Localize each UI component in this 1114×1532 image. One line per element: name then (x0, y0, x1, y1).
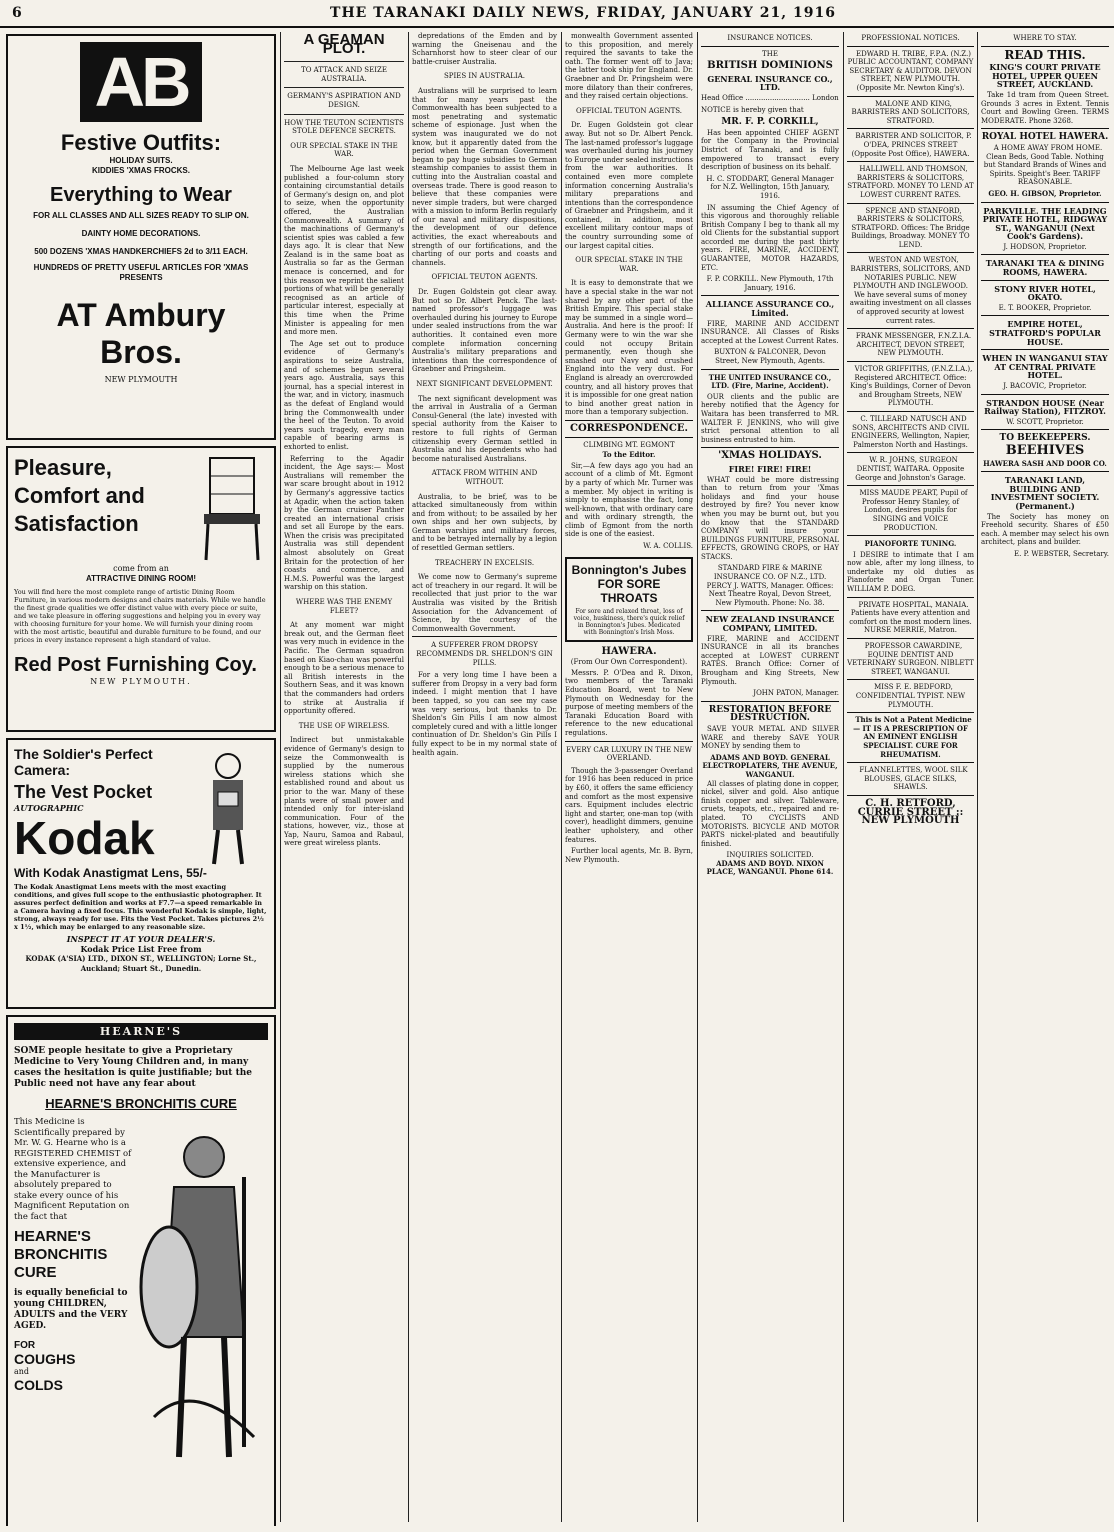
bonningtons-title: Bonnington's Jubes FOR SORE THROATS (571, 562, 687, 605)
ads-column (6, 34, 276, 1526)
where-to-stay-header: WHERE TO STAY. (1013, 34, 1077, 42)
article-deck: HOW THE TEUTON SCIENTISTS STOLE DEFENCE SECRETS. (284, 118, 404, 136)
hearne-name: HEARNE'S BRONCHITIS CURE (45, 1096, 237, 1111)
article-paragraph: The next significant development was the arrival in Australia of a German Consul-General (the late) invested with special authority from the Kaiser to restore to full rights of German citizenship every German settled in Australia and his dependents who had become naturalised Australians. (412, 394, 557, 463)
professional-column (847, 32, 974, 1522)
insurance-header: INSURANCE NOTICES. (727, 34, 813, 42)
ad-title: Everything to Wear (50, 184, 232, 206)
ad-line: KODAK (A'SIA) LTD., DIXON ST., WELLINGTON; Lorne St., Auckland; Stuart St., Dunedin. (25, 954, 257, 973)
section-heading: OFFICIAL TEUTON AGENTS. (431, 273, 538, 282)
professional-notice: C. TILLEARD NATUSCH AND SONS, ARCHITECTS AND CIVIL ENGINEERS, Wellington, Napier, Palmerston North and Hastings. (851, 414, 970, 449)
ad-title: Festive Outfits: (60, 130, 222, 155)
bonningtons-ad (565, 557, 693, 642)
notice-sign: E. P. WEBSTER, Secretary. (1014, 549, 1109, 558)
professional-notice: MISS MAUDE PEART, Pupil of Professor Henry Stanley, of London, desires pupils for SINGING and VOICE PRODUCTION. (859, 489, 968, 532)
article-paragraph: The Age set out to produce evidence of Germany's aspirations to seize Australia, and of schemes begun several years ago. Australia, says this journal, has a special interest in the war, and in victory, inasmuch as the defeat of England would bring the Commonwealth under the heel of the Teuton. To avoid years such tragedy, every man capable of bearing arms is exhorted to enlist. (284, 339, 404, 451)
ambury-name: AT Ambury Bros. (56, 297, 226, 370)
section-heading: THE USE OF WIRELESS. (298, 721, 390, 730)
article-deck: GERMANY'S ASPIRATION AND DESIGN. (287, 92, 401, 109)
kodak-auto: AUTOGRAPHIC (14, 803, 84, 813)
section-heading: SPIES IN AUSTRALIA. (444, 72, 525, 81)
professional-notice: PRIVATE HOSPITAL, MANAIA. Patients have every attention and comfort on the most modern lines. NURSE MERRIE, Matron. (849, 600, 972, 635)
article-deck: TO ATTACK AND SEIZE AUSTRALIA. (301, 66, 387, 83)
article-paragraph: Referring to the Agadir incident, the Age says:— Most Australians will remember the war scare brought about in 1912 by Germany's aggressive tactics at Agadir, when the action taken by the German cruiser Panther created an international crisis and set all Europe by the ears. When the crisis was precipitated Australia was still dependent almost absolutely on Great Britain for the protection of her coasts and commerce, and H.M.S. Powerful was the largest warship on this station. (284, 454, 404, 592)
ad-town: NEW PLYMOUTH (104, 375, 178, 384)
correspondence-subhead: CLIMBING MT. EGMONT (583, 440, 675, 449)
notice-heading: C. H. RETFORD, CURRIE STREET :: NEW PLYMOUTH (857, 797, 964, 827)
article-column (412, 32, 557, 1522)
hearne-cure: BRONCHITIS (14, 1246, 108, 1263)
notice-body: IN assuming the Chief Agency of this vigorous and thoroughly reliable British Company I beg to thank all my old Clients for the substantial support accorded me during the past thirty years. FIRE, MARINE, ACCIDENT, GUARANTEE, MOTOR HAZARDS, ETC. (701, 203, 839, 272)
red-post-headline: Pleasure, Comfort and Satisfaction (14, 455, 145, 536)
hearne-colds: COLDS (14, 1377, 63, 1393)
article-paragraph: monwealth Government assented to this proposition, and merely required the savants to take the oath. The former went off to Java; the latter took ship for England. Dr. Graebner and Dr. Pringsheim were more dilatory than their confreres, and they raised certain objections. (565, 32, 693, 101)
company-name: BRITISH DOMINIONS (707, 60, 833, 72)
section-heading: OFFICIAL TEUTON AGENTS. (575, 106, 683, 115)
article-paragraph: At any moment war might break out, and the German fleet was very much in evidence in the Pacific. The German squadron based on Kiao-chau was powerful enough to be a serious menace to all British interests in the Southern Seas, and it was known that the commanders had orders to strike at Australia if opportunity offered. (284, 621, 404, 716)
professional-notice: PROFESSOR CAWARDINE, EQUINE DENTIST AND VETERINARY SURGEON. NIBLETT STREET, WANGANUI. (847, 642, 974, 676)
soldier-camera-illustration (188, 746, 268, 866)
article-column (565, 32, 693, 1522)
ad-line: INSPECT IT AT YOUR DEALER'S. (66, 934, 216, 944)
notice-sign: JOHN PATON, Manager. (753, 689, 839, 698)
professional-notice: W. R. JOHNS, SURGEON DENTIST, WAITARA. Opposite George and Johnston's Garage. (855, 456, 966, 482)
section-heading: HAWERA. (601, 645, 657, 657)
article-headline: A GEAMAN PLOT. (303, 32, 385, 57)
notice-sign: F. P. CORKILL. New Plymouth, 17th January, 1916. (706, 275, 834, 292)
company-name: ALLIANCE ASSURANCE CO., Limited. (705, 299, 835, 319)
page-number: 6 (12, 5, 23, 21)
hotel-name: KING'S COURT PRIVATE HOTEL, UPPER QUEEN STREET, AUCKLAND. (989, 62, 1101, 90)
correspondence-heading: CORRESPONDENCE. (569, 422, 688, 434)
hearne-banner: HEARNE'S (14, 1023, 268, 1040)
company-name: ADAMS AND BOYD. GENERAL ELECTROPLATERS, THE AVENUE, WANGANUI. (702, 752, 838, 779)
article-paragraph: Dr. Eugen Goldstein got clear away. But not so Dr. Albert Penck. The last-named professor's luggage was overhauled during his journey to Europe under sealed instructions from the war authorities. It contained even more complete information concerning Australia's military preparations and intentions than the correspondence of Graebner and Pringsheim. (412, 288, 557, 374)
ad-line: HUNDREDS OF PRETTY USEFUL ARTICLES FOR 'XMAS PRESENTS (33, 263, 249, 282)
knight-illustration (134, 1117, 264, 1477)
hearne-cure: HEARNE'S (14, 1228, 91, 1245)
section-heading: TREACHERY IN EXCELSIS. (434, 558, 535, 567)
hotel-owner: E. T. BOOKER, Proprietor. (998, 303, 1092, 312)
professional-notice: VICTOR GRIFFITHS, (F.N.Z.I.A.), Registered ARCHITECT. Office: King's Buildings, Corner of Devon and Brougham Streets, NEW PLYMOUTH. (850, 365, 973, 408)
notice-sign: ADAMS AND BOYD. NIXON PLACE, WANGANUI. Phone 614. (706, 858, 834, 877)
notice-heading: READ THIS. (1004, 47, 1086, 62)
article-paragraph: It is easy to demonstrate that we have a special stake in the war not shared by any other part of the British Empire. This special stake may be summed in a single word—Australia. And here is the proof: If Germany were to win the war she could not occupy Britain permanently, even though she smashed our Navy and crushed England into the very dust. For England is already an overcrowded country, and all history proves that it is impossible for one great nation to bind another great nation in more than a temporary subjection. (565, 279, 693, 417)
article-paragraph: Indirect but unmistakable evidence of Germany's design to seize the Commonwealth is supplied by the numerous wireless stations which she established round and about us prior to the war. Many of these plants were of small power and intended only for inter-island communication. Four of the stations, however, viz., those at Yap, Nauru, Samoa and Rabaul, were great wireless plants. (284, 736, 404, 848)
professional-notice: FRANK MESSENGER, F.N.Z.I.A. ARCHITECT, DEVON STREET, NEW PLYMOUTH. (855, 332, 972, 358)
notice-subhead: FIRE! FIRE! FIRE! (728, 463, 812, 474)
notice-body: FIRE, MARINE and ACCIDENT INSURANCE in all its branches accepted at LOWEST CURRENT RATES. Branch Office: Corner of Brougham and King Streets, New Plymouth. (701, 634, 839, 686)
article-paragraph: Messrs. P. O'Dea and R. Dixon, two members of the Taranaki Education Board, went to New Plymouth on Wednesday for the purpose of meeting members of the Taranaki Education Board with reference to the new educational regulations. (565, 668, 693, 737)
professional-notice: FLANNELETTES, WOOL SILK BLOUSES, GLACE SILKS, SHAWLS. (859, 766, 968, 792)
column-rule (561, 32, 562, 1522)
hotel-name: ROYAL HOTEL HAWERA. (981, 132, 1109, 143)
ad-line: 500 DOZENS 'XMAS HANDKERCHIEFS 2d to 3/11 EACH. (34, 247, 248, 256)
ambury-ad (6, 34, 276, 440)
column-rule (697, 32, 698, 1522)
hotel-name: WHEN IN WANGANUI STAY AT CENTRAL PRIVATE HOTEL. (982, 353, 1108, 381)
ad-line: FOR ALL CLASSES AND ALL SIZES READY TO SLIP ON. (33, 211, 249, 220)
professional-notice: WESTON AND WESTON, BARRISTERS, SOLICITORS, AND NOTARIES PUBLIC. NEW PLYMOUTH AND INGLEWOOD. We have several sums of money awaiting investment on all classes of approved security at lowest current rates. (849, 256, 972, 325)
kodak-lens: With Kodak Anastigmat Lens, 55/- (14, 866, 207, 880)
ad-town: NEW PLYMOUTH. (90, 677, 192, 686)
section-heading: OUR SPECIAL STAKE IN THE WAR. (290, 141, 398, 159)
professional-notice: MALONE AND KING, BARRISTERS AND SOLICITORS, STRATFORD. (851, 99, 970, 125)
company-name: TARANAKI LAND, BUILDING AND INVESTMENT SOCIETY. (Permanent.) (990, 475, 1100, 511)
professional-notice: SPENCE AND STANFORD, BARRISTERS & SOLICITORS, STRATFORD. Offices: The Bridge Buildings, Broadway. MONEY TO LEND. (851, 206, 970, 249)
professional-notice: EDWARD H. TRIBE, F.P.A. (N.Z.) PUBLIC ACCOUNTANT, COMPANY SECRETARY & AUDITOR. DEVON STREET, NEW PLYMOUTH. (Opposite Mr. Newton King's). (847, 49, 974, 92)
notice-body: All classes of plating done in copper, nickel, silver and gold. Also antique finish copper and silver. Tableware, cruets, teapots, etc., repaired and re-plated. TO CYCLISTS AND MOTORISTS. BICYCLE AND MOTOR PARTS nickel-plated and beautifully finished. (701, 779, 839, 848)
article-paragraph: Though the 3-passenger Overland for 1916 has been reduced in price by £60, it offers the same efficiency and comfort as the most expensive cars. Equipment includes electric light and starter, one-man top (with cover), headlight dimmers, genuine leather upholstery, and other features. (565, 766, 693, 844)
notice-line: THE (762, 49, 778, 58)
section-subhead: (From Our Own Correspondent). (570, 658, 688, 667)
hearne-coughs: COUGHS (14, 1351, 76, 1367)
article-paragraph: We come now to Germany's supreme act of treachery in our regard. It will be recollected that just prior to the war Australia was visited by the British Association for the Advancement of Science, by the courtesy of the Commonwealth Government. (412, 573, 557, 633)
hotel-owner: GEO. H. GIBSON, Proprietor. (988, 188, 1102, 198)
hearne-and: and (14, 1367, 30, 1376)
hearne-body: This Medicine is Scientifically prepared by Mr. W. G. Hearne who is a REGISTERED CHEMIST of extensive experience, and the Manufacturer is absolutely prepared to stake every ounce of his Magnificent Reputation on the fact that (14, 1117, 132, 1222)
section-heading: NEXT SIGNIFICANT DEVELOPMENT. (416, 379, 553, 388)
notice-body: The Society has money on Freehold security. Shares of £50 each. A member may select his own architect, plans and builder. (981, 512, 1109, 547)
hotel-name: EMPIRE HOTEL, STRATFORD'S POPULAR HOUSE. (989, 319, 1101, 347)
notice-sign: H. C. STODDART, General Manager for N.Z. Wellington, 15th January, 1916. (706, 174, 834, 200)
hearne-intro: SOME people hesitate to give a Proprietary Medicine to Very Young Children and, in many cases the hesitation is quite justifiable; but the Public need not have any fear about (14, 1046, 253, 1089)
column-rule (408, 32, 409, 1522)
notice-body: SAVE YOUR METAL AND SILVER WARE and thereby SAVE YOUR MONEY by sending them to (701, 724, 839, 751)
hotel-body: Take 1d tram from Queen Street. Grounds 3 acres in Extent. Tennis Court and Bowling Green. TERMS MODERATE. Phone 3268. (981, 90, 1109, 125)
article-paragraph: Dr. Eugen Goldstein got clear away. But not so Dr. Albert Penck. The last-named professor's luggage was overhauled during his journey to Europe under sealed instructions from the war authorities. It contained even more complete information concerning Australia's military preparations and intentions than the correspondence of Graebner and Pringsheim, and it contained, in addition, most excellent military contour maps of the country surrounding some of our largest capital cities. (565, 121, 693, 250)
article-column (284, 32, 404, 1522)
notice-body: OUR clients and the public are hereby notified that the Agency for Waitara has been transferred to MR. WALTER F. JENKINS, who will give strict personal attention to all business entrusted to him. (701, 392, 839, 444)
professional-notice: This is Not a Patent Medicine— IT IS A PRESCRIPTION OF AN EMINENT ENGLISH SPECIALIST. CURE FOR RHEUMATISM. (853, 715, 972, 759)
article-paragraph: Australians will be surprised to learn that for many years past the Commonwealth has been subjected to a most penetrating and systematic scheme of espionage. Just when the system was inaugurated we do not know, but it apparently dated from the period when the German Government began to pay huge subsidies to German steamship companies to assist them in cutting into the Australian coastal and overseas trade. There is good reason to believe that these companies were never simple traders, but were charged with a mission to inform Berlin regularly of our naval and military dispositions, the development of our defence activities, the exact whereabouts and strength of our fortifications, and the charting of our ports and coasts and channels. (412, 86, 557, 267)
hotel-name: STRANDON HOUSE (Near Railway Station), FITZROY. (984, 397, 1106, 417)
ad-line: KIDDIES 'XMAS FROCKS. (92, 166, 190, 175)
hotel-body: A HOME AWAY FROM HOME. Clean Beds, Good Table. Nothing but Standard Brands of Wines and Spirits. Speight's Beer. TARIFF REASONABLE. (983, 143, 1107, 187)
section-heading: ATTACK FROM WITHIN AND WITHOUT. (431, 469, 538, 486)
chair-illustration (198, 454, 268, 564)
professional-header: PROFESSIONAL NOTICES. (861, 34, 960, 42)
agent-name: MR. F. P. CORKILL, (721, 117, 819, 128)
notice-heading: TO BEEKEEPERS. (999, 433, 1091, 444)
article-paragraph: Sir,—A few days ago you had an account of a climb of Mt. Egmont by a party of which Mr. Turner was a member. My object in writing is simply to emphasise the fact, long well-known, that with ordinary care and with ordinary strength, the climb of Egmont from the north side is one of the easiest. (565, 461, 693, 539)
hotel-name: PARKVILLE. THE LEADING PRIVATE HOTEL, RIDGWAY ST., WANGANUI (Next Cook's Gardens). (982, 205, 1108, 242)
hotel-name: TARANAKI TEA & DINING ROOMS, HAWERA. (985, 258, 1105, 278)
ad-line: come from an (113, 564, 169, 573)
article-paragraph: Further local agents, Mr. B. Byrn, New Plymouth. (565, 847, 693, 864)
red-post-name: Red Post Furnishing Coy. (14, 654, 257, 676)
kodak-model: The Vest Pocket (14, 782, 153, 802)
kodak-kicker: The Soldier's Perfect Camera: (14, 746, 153, 778)
hearne-for: FOR (14, 1340, 36, 1351)
ad-paragraph: For a very long time I have been a sufferer from Dropsy in a very bad form indeed. I might mention that I have been tapped, so you can see my case was very serious, but thanks to Dr. Sheldon's Gin Pills I am now almost completely cured and with a little longer continuation of Dr. Sheldon's Gin Pills I fully expect to be in my normal state of health again. (412, 671, 557, 757)
red-post-ad (6, 446, 276, 732)
section-heading: OUR SPECIAL STAKE IN THE WAR. (575, 256, 683, 273)
insurance-column (701, 32, 839, 1522)
section-heading: WHERE WAS THE ENEMY FLEET? (295, 598, 393, 615)
ad-line: ATTRACTIVE DINING ROOM! (85, 574, 197, 583)
where-to-stay-column (981, 32, 1109, 1522)
notice-body: Has been appointed CHIEF AGENT for the Company in the Provincial District of Taranaki, and is fully empowered to transact every description of business on its behalf. (701, 128, 839, 172)
notice-heading: 'XMAS HOLIDAYS. (718, 450, 822, 462)
notice-body: FIRE, MARINE AND ACCIDENT INSURANCE. All Classes of Risks accepted at the Lowest Current Rates. (701, 319, 839, 345)
hotel-owner: W. SCOTT, Proprietor. (1006, 417, 1084, 426)
hearne-equal: is equally beneficial to young CHILDREN, ADULTS and the VERY AGED. (14, 1288, 128, 1331)
hotel-owner: J. HODSON, Proprietor. (1003, 242, 1087, 251)
notice-heading: PIANOFORTE TUNING. (864, 539, 957, 549)
company-name: NEW ZEALAND INSURANCE COMPANY, LIMITED. (705, 614, 835, 634)
hearne-cure: CURE (14, 1264, 57, 1281)
company-name: GENERAL INSURANCE CO., LTD. (707, 73, 833, 93)
professional-notice: BARRISTER AND SOLICITOR, P. O'DEA, PRINCES STREET (Opposite Post Office), HAWERA. (851, 132, 972, 158)
kodak-brand: Kodak (14, 812, 155, 864)
masthead (0, 0, 1114, 28)
notice-heading: BEEHIVES (1005, 442, 1085, 458)
professional-notice: MISS F. E. BEDFORD, CONFIDENTIAL TYPIST. NEW PLYMOUTH. (855, 683, 966, 709)
ad-heading: A SUFFERER FROM DROPSY RECOMMENDS DR. SHELDON'S GIN PILLS. (416, 641, 553, 667)
masthead-title: THE TARANAKI DAILY NEWS, FRIDAY, JANUARY 21, 1916 (330, 5, 836, 21)
notice-sign: BUXTON & FALCONER, Devon Street, New Plymouth, Agents. (714, 348, 826, 365)
ad-line: DAINTY HOME DECORATIONS. (81, 229, 201, 238)
hotel-name: STONY RIVER HOTEL, OKATO. (994, 283, 1096, 303)
notice-body: WHAT could be more distressing than to return from your 'Xmas holidays and find your house destroyed by fire? You never know when you may be burnt out, but you do know that the STANDARD COMPANY will insure your BUILDINGS FURNITURE, PERSONAL EFFECTS, GROWING CROPS, or HAY STACKS. (701, 475, 839, 561)
ad-line: HOLIDAY SUITS. (109, 156, 173, 165)
column-rule (280, 32, 281, 1522)
notice-line: INQUIRIES SOLICITED. (726, 851, 814, 860)
article-paragraph: Australia, to be brief, was to be attacked simultaneously from within and from without; to be assailed by her own ships and her own subjects, by German warships and military forces, and to be betrayed internally by a legion of resettled German settlers. (412, 492, 557, 553)
notice-line: NOTICE is hereby given that (701, 105, 804, 114)
ab-logo: AB (80, 42, 201, 122)
article-paragraph: The Melbourne Age last week published a four-column story containing circumstantial details of Germany's design on, and plot to seize, when the opportunity offered, the Australian Commonwealth. A summary of the machinations of Germany's scientist spies was cabled a few days ago. It is clear that New Zealand is in the same boat as Australia so far as the German menace is concerned, and for this reason we reprint the salient portions of what will be generally recognised as an article of particular interest, especially at this time when the Prime Minister is appealing for men and more men. (284, 164, 404, 337)
column-rule (843, 32, 844, 1522)
notice-sign: STANDARD FIRE & MARINE INSURANCE CO. OF N.Z., LTD. PERCY J. WATTS, Manager. Offices: Next Theatre Royal, Devon Street, New Plymouth. Phone: No. 38. (706, 564, 834, 607)
notice-line: Head Office ............................. London (701, 93, 839, 102)
notice-heading: RESTORATION BEFORE DESTRUCTION. (708, 704, 832, 724)
ad-body: The Kodak Anastigmat Lens meets with the most exacting conditions, and gives full scope to the enthusiastic photographer. It assures perfect definition and works at F7.7—a speed remarkable in a Camera having a fixed focus. This wonderful Kodak is simple, light, strong, always ready for use. Fits the Vest Pocket. Takes pictures 2½ x 1½, which may be enlarged to any reasonable size. (14, 883, 267, 931)
column-rule (977, 32, 978, 1522)
professional-notice: I DESIRE to intimate that I am now able, after my long illness, to undertake my old duties as Pianoforte and Organ Tuner. WILLIAM P. DOEG. (847, 550, 974, 594)
correspondence-sign: W. A. COLLIS. (643, 542, 693, 551)
kodak-ad (6, 738, 276, 1009)
hotel-owner: J. BACOVIC, Proprietor. (1003, 382, 1087, 390)
correspondence-to: To the Editor. (602, 450, 656, 460)
ad-line: Kodak Price List Free from (80, 944, 202, 954)
company-name: HAWERA SASH AND DOOR CO. (983, 458, 1107, 468)
ad-body: You will find here the most complete range of artistic Dining Room Furniture, in various modern designs and chairs materials. While we handle the finest grade qualities we offer distinct value with every piece or suite, and we take pleasure in offering suggestions and helping you in every way with choosing furniture for your home. We will furnish your dining room with the most artistic, beautiful and durable furniture to be found, and our prices in every instance represent a high standard of value. (14, 588, 266, 644)
hearnes-ad (6, 1015, 276, 1526)
section-heading: EVERY CAR LUXURY IN THE NEW OVERLAND. (566, 745, 692, 763)
company-name: THE UNITED INSURANCE CO., LTD. (Fire, Marine, Accident). (708, 372, 832, 391)
article-paragraph: depredations of the Emden and by warning the Gneisenau and the Scharnhorst how to steer clear of our battle-cruiser Australia. (412, 32, 557, 66)
professional-notice: HALLIWELL AND THOMSON, BARRISTERS & SOLICITORS, STRATFORD. MONEY TO LEND AT LOWEST CURRENT RATES. (847, 165, 974, 199)
bonningtons-body: For sore and relaxed throat, loss of voice, huskiness, there's quick relief in Bonnington's Jubes. Medicated with Bonnington's Irish Moss. (573, 607, 685, 636)
